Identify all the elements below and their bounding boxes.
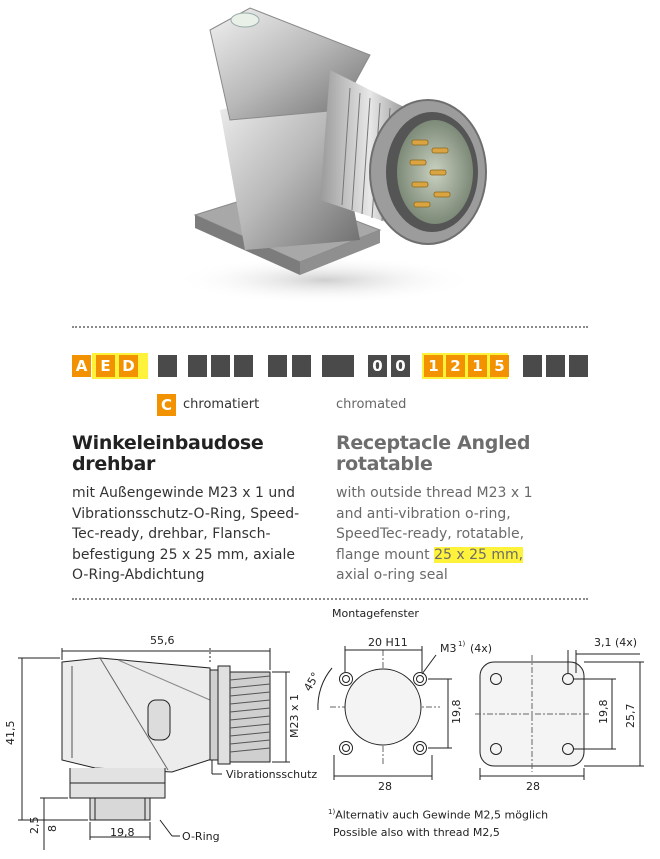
description-en-line: SpeedTec-ready, rotatable,: [336, 526, 525, 542]
dim-pitch: 19,8: [450, 699, 463, 724]
title-de: [72, 433, 322, 475]
code-box-19: [546, 355, 565, 377]
dim-flange-hole: 3,1 (4x): [594, 636, 638, 649]
label-oring: O-Ring: [182, 830, 220, 843]
dim-base: 19,8: [110, 826, 135, 839]
description-en: [336, 483, 596, 586]
code-box-6: [211, 355, 230, 377]
dim-flange-outer: 25,7: [624, 703, 637, 728]
dim-height: 41,5: [4, 720, 17, 745]
code-box-12: 0: [368, 355, 387, 377]
code-box-18: [523, 355, 542, 377]
dim-screw: M3: [440, 642, 457, 655]
code-box-16: 1: [468, 355, 487, 377]
title-en-line2: rotatable: [336, 453, 433, 475]
description-de-line: Vibrationsschutz-O-Ring, Speed-: [72, 505, 300, 522]
code-box-15: 2: [446, 355, 465, 377]
description-de-line: O-Ring-Abdichtung: [72, 567, 205, 583]
code-box-20: [569, 355, 588, 377]
title-en: [336, 433, 596, 475]
dim-flange-pitch: 19,8: [597, 699, 610, 724]
finish-label-en: chromated: [336, 397, 407, 412]
code-box-1: A: [72, 355, 91, 377]
code-box-13: 0: [391, 355, 410, 377]
description-en-line: axial o-ring seal: [336, 567, 448, 583]
dim-angle: 45°: [301, 670, 323, 694]
code-box-2: E: [96, 355, 115, 377]
code-box-14: 1: [424, 355, 443, 377]
title-de-line1: Winkeleinbaudose: [72, 432, 264, 454]
dim-small: 8: [46, 825, 59, 832]
description-en-line: [336, 545, 596, 566]
dim-thread: M23 x 1: [288, 694, 301, 738]
dim-screw-note: 1): [458, 640, 466, 648]
code-box-5: [188, 355, 207, 377]
finish-code: C: [157, 394, 176, 416]
title-en-line1: Receptacle Angled: [336, 432, 531, 454]
footnote-marker: 1): [328, 808, 336, 816]
title-de-line2: drehbar: [72, 453, 156, 475]
footnote-de-text: Alternativ auch Gewinde M2,5 möglich: [335, 808, 549, 822]
order-code: [72, 355, 602, 379]
dim-hole: 20 H11: [368, 636, 408, 649]
label-vibration: Vibrationsschutz: [226, 768, 318, 781]
code-box-8: [268, 355, 287, 377]
dim-screw-count: (4x): [470, 642, 493, 655]
cutout-title: Montagefenster: [332, 607, 419, 620]
description-en-line: with outside thread M23 x 1: [336, 485, 533, 501]
description-en-prefix: flange mount: [336, 546, 435, 563]
code-box-17: 5: [490, 355, 509, 377]
dim-width: 28: [378, 780, 392, 793]
description-en-line: and anti-vibration o-ring,: [336, 505, 511, 522]
description-de-line: Tec-ready, drehbar, Flansch-: [72, 526, 271, 542]
separator-top: [72, 326, 588, 328]
dim-length: 55,6: [150, 634, 175, 647]
description-en-highlight: 25 x 25 mm,: [434, 546, 524, 563]
dim-flange-width: 28: [526, 780, 540, 793]
description-de: [72, 483, 327, 586]
code-box-9: [292, 355, 311, 377]
finish-label-de: chromatiert: [183, 397, 260, 412]
code-box-4: [158, 355, 177, 377]
description-de-line: mit Außengewinde M23 x 1 und: [72, 485, 295, 501]
description-de-line: befestigung 25 x 25 mm, axiale: [72, 546, 295, 563]
footnote-en: Possible also with thread M2,5: [333, 826, 500, 839]
product-photo: [150, 0, 510, 310]
code-box-7: [234, 355, 253, 377]
dim-flange: 2,5: [28, 816, 41, 834]
code-box-11: [335, 355, 354, 377]
code-box-3: D: [119, 355, 138, 377]
footnote-de: [328, 808, 548, 822]
